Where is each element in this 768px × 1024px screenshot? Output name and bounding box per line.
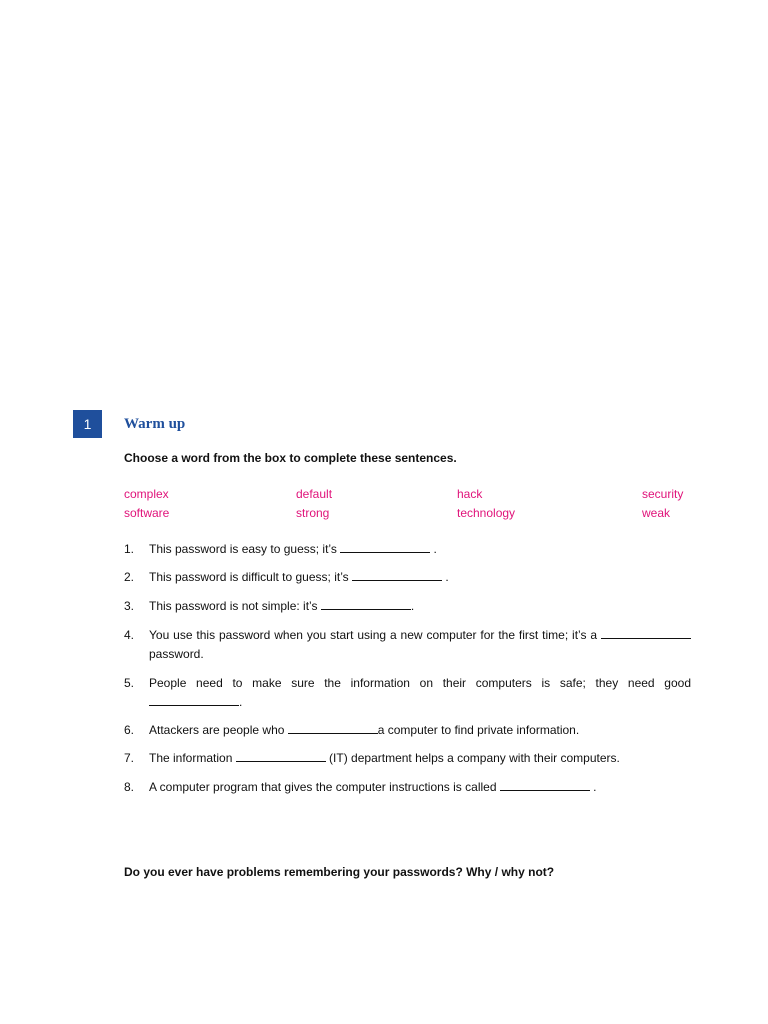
item-number: 2. <box>124 570 135 584</box>
item-text: a computer to find private information. <box>377 723 580 737</box>
word-box-item: security <box>642 487 684 501</box>
exercise-item <box>124 778 691 797</box>
item-number: 5. <box>124 676 135 690</box>
item-text: You use this password when you start using a new computer for the first time; it’s a <box>149 628 601 642</box>
word-box-item: weak <box>642 506 671 520</box>
item-text: This password is difficult to guess; it’s <box>149 570 352 584</box>
item-text: . <box>589 780 597 794</box>
item-text: The information <box>149 751 236 765</box>
instruction-text: Choose a word from the box to complete these sentences. <box>124 451 457 465</box>
item-number: 3. <box>124 599 135 613</box>
exercise-item <box>124 540 691 559</box>
word-box-item: technology <box>457 506 516 520</box>
answer-blank[interactable] <box>288 722 378 734</box>
exercise-item <box>124 749 691 768</box>
exercise-item <box>124 568 691 587</box>
exercise-item <box>124 597 691 616</box>
exercise-item <box>124 626 691 664</box>
answer-blank[interactable] <box>352 569 442 581</box>
word-box-item: complex <box>124 487 169 501</box>
item-text: . <box>441 570 449 584</box>
answer-blank[interactable] <box>601 627 691 639</box>
item-text: . <box>430 542 437 556</box>
item-text: password. <box>149 647 204 661</box>
word-box-item: strong <box>296 506 330 520</box>
item-text: This password is easy to guess; it’s <box>149 542 341 556</box>
exercise-item <box>124 721 691 740</box>
item-text: Attackers are people who <box>149 723 288 737</box>
item-number: 7. <box>124 751 135 765</box>
answer-blank[interactable] <box>149 694 239 706</box>
item-text: . <box>239 695 243 709</box>
answer-blank[interactable] <box>236 750 326 762</box>
exercise-item <box>124 674 691 712</box>
item-number: 6. <box>124 723 135 737</box>
word-box-item: hack <box>457 487 483 501</box>
item-text: This password is not simple: it’s <box>149 599 321 613</box>
section-number-badge: 1 <box>73 410 102 438</box>
item-text: . <box>410 599 415 613</box>
item-number: 8. <box>124 780 135 794</box>
word-box-item: software <box>124 506 170 520</box>
item-text: (IT) department helps a company with their computers. <box>325 751 620 765</box>
answer-blank[interactable] <box>340 541 430 553</box>
answer-blank[interactable] <box>321 598 411 610</box>
word-box-item: default <box>296 487 333 501</box>
item-text: People need to make sure the information on their computers is safe; they need good <box>149 676 691 690</box>
item-text: A computer program that gives the computer instructions is called <box>149 780 500 794</box>
item-number: 4. <box>124 628 135 642</box>
discussion-question: Do you ever have problems remembering your passwords? Why / why not? <box>124 865 555 879</box>
item-number: 1. <box>124 542 135 556</box>
answer-blank[interactable] <box>500 779 590 791</box>
section-title: Warm up <box>124 416 186 432</box>
